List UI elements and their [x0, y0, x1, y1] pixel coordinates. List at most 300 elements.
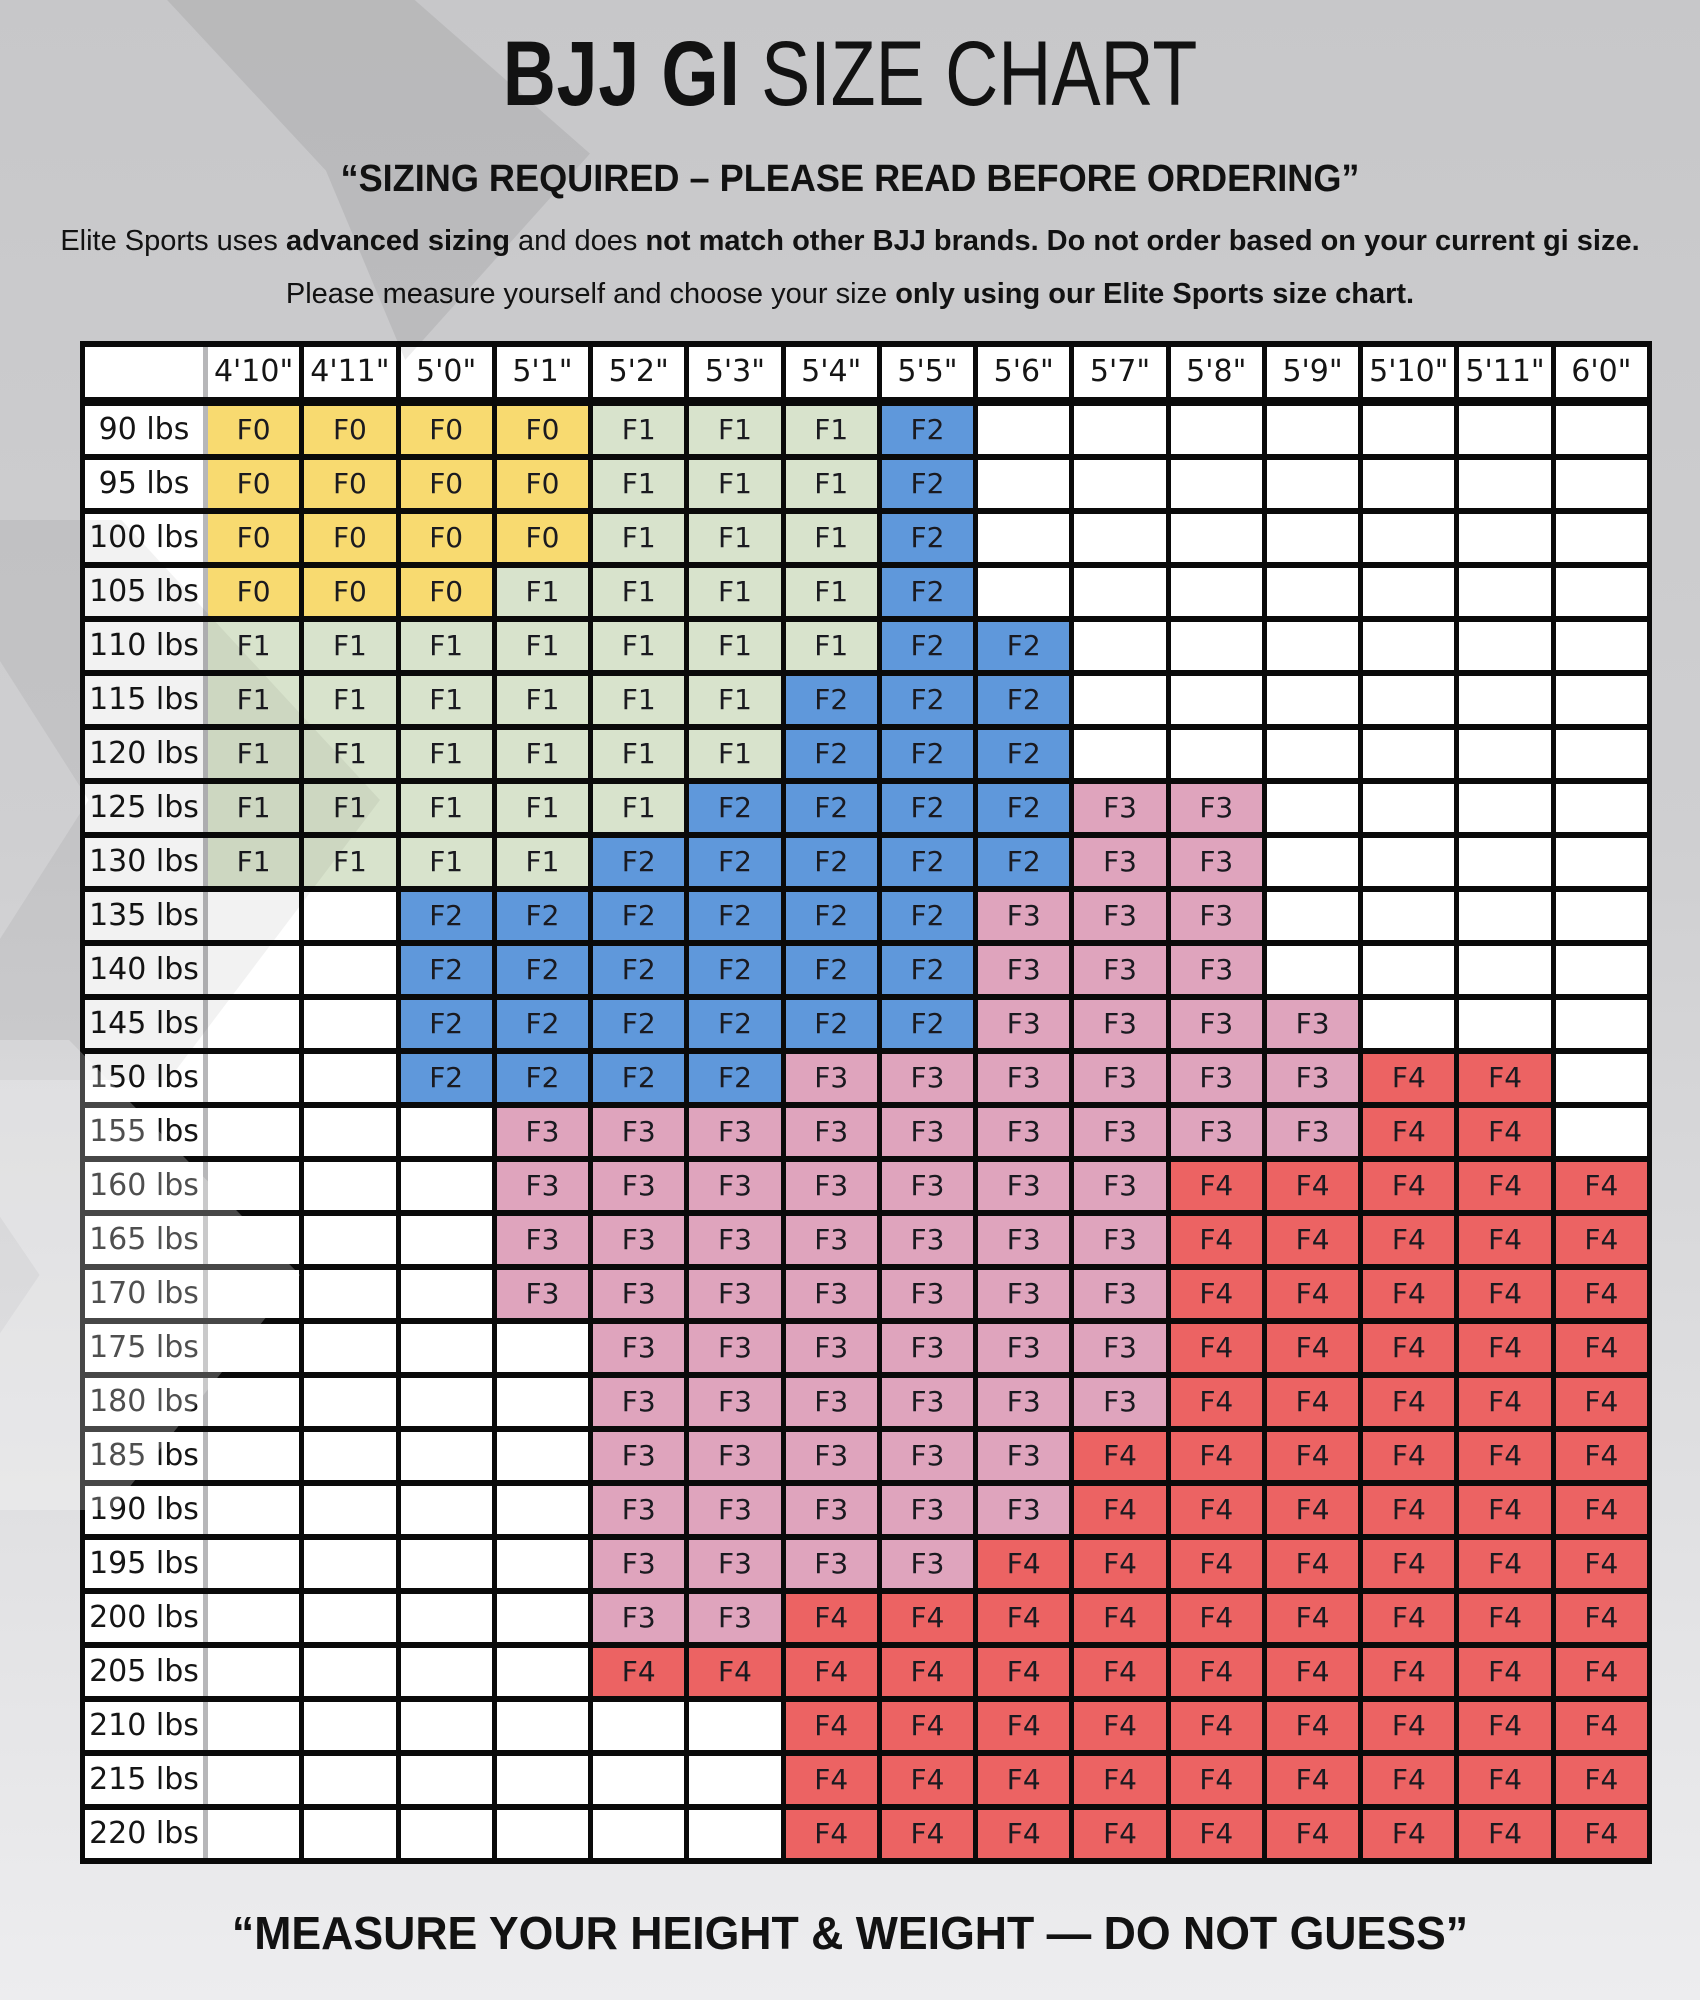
size-cell-f1: F1: [398, 673, 494, 727]
size-cell-f1: F1: [398, 619, 494, 673]
empty-cell: [1264, 943, 1360, 997]
empty-cell: [1264, 565, 1360, 619]
empty-cell: [206, 943, 302, 997]
empty-cell: [206, 1699, 302, 1753]
table-row: [83, 943, 1650, 997]
size-cell-f4: F4: [1264, 1429, 1360, 1483]
empty-cell: [976, 401, 1072, 457]
height-header: 5'4": [783, 344, 879, 402]
size-cell-f3: F3: [783, 1321, 879, 1375]
size-cell-f3: F3: [591, 1267, 687, 1321]
empty-cell: [1457, 781, 1553, 835]
size-cell-f2: F2: [494, 997, 590, 1051]
size-cell-f2: F2: [879, 997, 975, 1051]
size-cell-f3: F3: [879, 1537, 975, 1591]
size-cell-f2: F2: [976, 619, 1072, 673]
empty-cell: [302, 1051, 398, 1105]
empty-cell: [1553, 1105, 1649, 1159]
weight-label: 145 lbs: [83, 997, 206, 1051]
size-cell-f1: F1: [494, 619, 590, 673]
table-row: [83, 1051, 1650, 1105]
size-cell-f2: F2: [398, 1051, 494, 1105]
size-cell-f4: F4: [1168, 1321, 1264, 1375]
size-cell-f1: F1: [302, 781, 398, 835]
empty-cell: [1072, 457, 1168, 511]
size-cell-f4: F4: [1361, 1699, 1457, 1753]
size-cell-f4: F4: [1072, 1537, 1168, 1591]
table-row: [83, 1537, 1650, 1591]
empty-cell: [1168, 673, 1264, 727]
size-cell-f4: F4: [1168, 1159, 1264, 1213]
size-cell-f3: F3: [976, 1483, 1072, 1537]
size-cell-f3: F3: [976, 1159, 1072, 1213]
size-cell-f2: F2: [783, 835, 879, 889]
size-cell-f0: F0: [206, 511, 302, 565]
table-row: [83, 1321, 1650, 1375]
table-row: [83, 1105, 1650, 1159]
empty-cell: [206, 1753, 302, 1807]
size-cell-f2: F2: [687, 1051, 783, 1105]
weight-label: 135 lbs: [83, 889, 206, 943]
size-cell-f1: F1: [206, 619, 302, 673]
empty-cell: [206, 1213, 302, 1267]
height-header: 5'8": [1168, 344, 1264, 402]
weight-label: 160 lbs: [83, 1159, 206, 1213]
empty-cell: [1264, 673, 1360, 727]
empty-cell: [1361, 619, 1457, 673]
weight-label: 175 lbs: [83, 1321, 206, 1375]
empty-cell: [1168, 401, 1264, 457]
size-cell-f1: F1: [206, 835, 302, 889]
intro-text-bold: not match other BJJ brands. Do not order based on your current gi size.: [645, 224, 1640, 257]
size-cell-f4: F4: [1264, 1375, 1360, 1429]
size-cell-f1: F1: [206, 727, 302, 781]
empty-cell: [1361, 781, 1457, 835]
empty-cell: [1361, 943, 1457, 997]
empty-cell: [976, 565, 1072, 619]
height-header: 5'7": [1072, 344, 1168, 402]
size-cell-f2: F2: [879, 835, 975, 889]
empty-cell: [1457, 565, 1553, 619]
size-cell-f1: F1: [591, 565, 687, 619]
height-header: 5'3": [687, 344, 783, 402]
size-cell-f4: F4: [879, 1753, 975, 1807]
weight-label: 100 lbs: [83, 511, 206, 565]
empty-cell: [1264, 457, 1360, 511]
size-cell-f3: F3: [783, 1267, 879, 1321]
table-row: [83, 1753, 1650, 1807]
size-cell-f3: F3: [494, 1159, 590, 1213]
size-cell-f4: F4: [1361, 1645, 1457, 1699]
size-cell-f2: F2: [783, 889, 879, 943]
empty-cell: [302, 1213, 398, 1267]
size-cell-f4: F4: [1072, 1753, 1168, 1807]
size-cell-f4: F4: [1457, 1267, 1553, 1321]
size-cell-f0: F0: [206, 401, 302, 457]
empty-cell: [1457, 997, 1553, 1051]
empty-cell: [494, 1753, 590, 1807]
size-cell-f4: F4: [1457, 1753, 1553, 1807]
size-cell-f4: F4: [1168, 1537, 1264, 1591]
empty-cell: [302, 889, 398, 943]
height-header: 5'0": [398, 344, 494, 402]
size-cell-f4: F4: [1168, 1753, 1264, 1807]
table-row: [83, 511, 1650, 565]
size-cell-f1: F1: [687, 565, 783, 619]
size-cell-f2: F2: [879, 457, 975, 511]
size-cell-f3: F3: [687, 1267, 783, 1321]
size-cell-f3: F3: [1072, 781, 1168, 835]
weight-label: 195 lbs: [83, 1537, 206, 1591]
size-cell-f4: F4: [1361, 1159, 1457, 1213]
size-cell-f3: F3: [687, 1429, 783, 1483]
size-cell-f1: F1: [783, 511, 879, 565]
empty-cell: [1553, 997, 1649, 1051]
size-cell-f2: F2: [879, 619, 975, 673]
size-cell-f4: F4: [1264, 1159, 1360, 1213]
table-row: [83, 1807, 1650, 1861]
size-cell-f0: F0: [398, 401, 494, 457]
intro-text: Please measure yourself and choose your size: [285, 277, 896, 310]
size-cell-f3: F3: [879, 1483, 975, 1537]
size-cell-f4: F4: [1553, 1429, 1649, 1483]
size-cell-f2: F2: [879, 781, 975, 835]
empty-cell: [206, 1429, 302, 1483]
size-cell-f3: F3: [976, 943, 1072, 997]
size-cell-f3: F3: [1168, 835, 1264, 889]
empty-cell: [398, 1645, 494, 1699]
empty-cell: [1264, 401, 1360, 457]
size-cell-f3: F3: [1168, 943, 1264, 997]
size-cell-f0: F0: [494, 511, 590, 565]
height-header: 5'2": [591, 344, 687, 402]
size-cell-f3: F3: [879, 1267, 975, 1321]
size-cell-f3: F3: [783, 1537, 879, 1591]
empty-cell: [1361, 673, 1457, 727]
size-cell-f3: F3: [1072, 835, 1168, 889]
size-cell-f1: F1: [687, 511, 783, 565]
size-cell-f3: F3: [976, 1375, 1072, 1429]
empty-cell: [398, 1159, 494, 1213]
size-cell-f2: F2: [398, 943, 494, 997]
empty-cell: [591, 1807, 687, 1861]
size-cell-f4: F4: [783, 1645, 879, 1699]
size-cell-f3: F3: [976, 1321, 1072, 1375]
empty-cell: [1072, 673, 1168, 727]
size-cell-f1: F1: [687, 457, 783, 511]
table-row: [83, 619, 1650, 673]
empty-cell: [206, 1321, 302, 1375]
size-cell-f3: F3: [591, 1375, 687, 1429]
empty-cell: [302, 1699, 398, 1753]
table-row: [83, 565, 1650, 619]
empty-cell: [1553, 401, 1649, 457]
weight-label: 105 lbs: [83, 565, 206, 619]
size-cell-f1: F1: [783, 565, 879, 619]
empty-cell: [1361, 835, 1457, 889]
empty-cell: [1457, 511, 1553, 565]
table-row: [83, 997, 1650, 1051]
size-cell-f3: F3: [783, 1051, 879, 1105]
size-cell-f3: F3: [1072, 1051, 1168, 1105]
table-row: [83, 1591, 1650, 1645]
size-cell-f3: F3: [591, 1429, 687, 1483]
intro-text: Elite Sports uses: [60, 224, 286, 257]
table-row: [83, 1645, 1650, 1699]
size-cell-f1: F1: [494, 673, 590, 727]
height-header: 5'6": [976, 344, 1072, 402]
size-cell-f3: F3: [591, 1159, 687, 1213]
empty-cell: [1553, 457, 1649, 511]
size-cell-f1: F1: [494, 781, 590, 835]
weight-label: 185 lbs: [83, 1429, 206, 1483]
size-cell-f4: F4: [1457, 1321, 1553, 1375]
empty-cell: [1264, 781, 1360, 835]
empty-cell: [398, 1699, 494, 1753]
empty-cell: [494, 1807, 590, 1861]
size-cell-f0: F0: [302, 565, 398, 619]
size-cell-f1: F1: [591, 727, 687, 781]
empty-cell: [398, 1753, 494, 1807]
empty-cell: [302, 1429, 398, 1483]
size-cell-f4: F4: [1457, 1213, 1553, 1267]
size-cell-f4: F4: [976, 1537, 1072, 1591]
size-cell-f4: F4: [1457, 1807, 1553, 1861]
size-cell-f1: F1: [687, 401, 783, 457]
size-cell-f4: F4: [1072, 1699, 1168, 1753]
size-cell-f3: F3: [591, 1213, 687, 1267]
empty-cell: [1553, 835, 1649, 889]
empty-cell: [1553, 727, 1649, 781]
size-cell-f2: F2: [783, 943, 879, 997]
size-cell-f4: F4: [591, 1645, 687, 1699]
weight-label: 200 lbs: [83, 1591, 206, 1645]
size-cell-f4: F4: [1553, 1807, 1649, 1861]
size-cell-f3: F3: [976, 997, 1072, 1051]
table-row: [83, 835, 1650, 889]
size-cell-f2: F2: [687, 943, 783, 997]
size-cell-f3: F3: [494, 1213, 590, 1267]
empty-cell: [1553, 511, 1649, 565]
size-cell-f1: F1: [494, 565, 590, 619]
weight-label: 165 lbs: [83, 1213, 206, 1267]
size-cell-f3: F3: [976, 1051, 1072, 1105]
empty-cell: [1457, 889, 1553, 943]
size-cell-f4: F4: [976, 1591, 1072, 1645]
weight-label: 190 lbs: [83, 1483, 206, 1537]
size-cell-f2: F2: [591, 1051, 687, 1105]
size-cell-f1: F1: [302, 835, 398, 889]
weight-label: 120 lbs: [83, 727, 206, 781]
empty-cell: [398, 1483, 494, 1537]
size-cell-f3: F3: [687, 1591, 783, 1645]
weight-label: 220 lbs: [83, 1807, 206, 1861]
size-cell-f3: F3: [1168, 889, 1264, 943]
size-cell-f3: F3: [783, 1213, 879, 1267]
size-cell-f4: F4: [1553, 1213, 1649, 1267]
weight-label: 210 lbs: [83, 1699, 206, 1753]
size-cell-f2: F2: [687, 781, 783, 835]
size-cell-f4: F4: [1264, 1807, 1360, 1861]
size-cell-f4: F4: [1457, 1375, 1553, 1429]
empty-cell: [302, 1375, 398, 1429]
empty-cell: [302, 1753, 398, 1807]
size-cell-f4: F4: [1264, 1483, 1360, 1537]
empty-cell: [1264, 619, 1360, 673]
size-cell-f4: F4: [1457, 1591, 1553, 1645]
empty-cell: [494, 1429, 590, 1483]
size-cell-f3: F3: [1264, 997, 1360, 1051]
size-cell-f1: F1: [783, 457, 879, 511]
empty-cell: [494, 1483, 590, 1537]
empty-cell: [302, 1591, 398, 1645]
size-cell-f4: F4: [1457, 1537, 1553, 1591]
empty-cell: [206, 1483, 302, 1537]
height-header: 5'10": [1361, 344, 1457, 402]
size-cell-f4: F4: [1553, 1159, 1649, 1213]
empty-cell: [1553, 1051, 1649, 1105]
size-cell-f3: F3: [1072, 1213, 1168, 1267]
size-cell-f4: F4: [1168, 1375, 1264, 1429]
size-cell-f4: F4: [976, 1753, 1072, 1807]
size-cell-f4: F4: [1553, 1267, 1649, 1321]
size-cell-f4: F4: [1457, 1159, 1553, 1213]
size-cell-f2: F2: [687, 889, 783, 943]
empty-cell: [398, 1537, 494, 1591]
weight-label: 150 lbs: [83, 1051, 206, 1105]
empty-cell: [398, 1375, 494, 1429]
weight-label: 155 lbs: [83, 1105, 206, 1159]
size-cell-f1: F1: [494, 727, 590, 781]
intro-text: and does: [510, 224, 646, 257]
empty-cell: [302, 1537, 398, 1591]
table-row: [83, 401, 1650, 457]
size-cell-f3: F3: [591, 1483, 687, 1537]
size-cell-f2: F2: [591, 997, 687, 1051]
size-cell-f4: F4: [1168, 1483, 1264, 1537]
empty-cell: [1168, 511, 1264, 565]
size-cell-f1: F1: [591, 781, 687, 835]
weight-label: 170 lbs: [83, 1267, 206, 1321]
size-cell-f3: F3: [879, 1213, 975, 1267]
table-row: [83, 727, 1650, 781]
size-cell-f1: F1: [302, 619, 398, 673]
size-cell-f1: F1: [687, 619, 783, 673]
size-cell-f0: F0: [398, 511, 494, 565]
size-cell-f4: F4: [1072, 1483, 1168, 1537]
empty-cell: [398, 1267, 494, 1321]
size-cell-f4: F4: [1457, 1645, 1553, 1699]
size-cell-f4: F4: [1168, 1699, 1264, 1753]
empty-cell: [976, 457, 1072, 511]
size-cell-f3: F3: [783, 1105, 879, 1159]
size-cell-f4: F4: [1264, 1699, 1360, 1753]
size-cell-f2: F2: [398, 997, 494, 1051]
empty-cell: [1361, 511, 1457, 565]
table-row: [83, 1375, 1650, 1429]
height-header: 5'9": [1264, 344, 1360, 402]
size-cell-f1: F1: [398, 835, 494, 889]
weight-label: 215 lbs: [83, 1753, 206, 1807]
empty-cell: [591, 1753, 687, 1807]
size-cell-f4: F4: [783, 1699, 879, 1753]
size-cell-f4: F4: [1264, 1591, 1360, 1645]
empty-cell: [302, 1321, 398, 1375]
size-cell-f4: F4: [1168, 1429, 1264, 1483]
empty-cell: [1553, 565, 1649, 619]
empty-cell: [302, 1159, 398, 1213]
empty-cell: [206, 1645, 302, 1699]
height-header: 5'5": [879, 344, 975, 402]
size-cell-f4: F4: [1264, 1213, 1360, 1267]
weight-label: 180 lbs: [83, 1375, 206, 1429]
intro-text-bold: only using our Elite Sports size chart.: [895, 277, 1415, 310]
size-cell-f3: F3: [783, 1429, 879, 1483]
weight-label: 130 lbs: [83, 835, 206, 889]
height-header: 4'11": [302, 344, 398, 402]
size-cell-f4: F4: [1361, 1807, 1457, 1861]
empty-cell: [494, 1645, 590, 1699]
empty-cell: [1072, 727, 1168, 781]
size-cell-f2: F2: [494, 943, 590, 997]
size-cell-f3: F3: [879, 1429, 975, 1483]
size-cell-f3: F3: [1168, 781, 1264, 835]
size-cell-f4: F4: [1553, 1699, 1649, 1753]
empty-cell: [398, 1591, 494, 1645]
size-cell-f4: F4: [879, 1807, 975, 1861]
size-cell-f4: F4: [976, 1807, 1072, 1861]
size-cell-f4: F4: [1168, 1213, 1264, 1267]
size-cell-f3: F3: [879, 1159, 975, 1213]
size-cell-f4: F4: [783, 1753, 879, 1807]
size-cell-f4: F4: [1072, 1807, 1168, 1861]
weight-label: 90 lbs: [83, 401, 206, 457]
empty-cell: [302, 997, 398, 1051]
size-cell-f4: F4: [1361, 1591, 1457, 1645]
intro-line-2: [30, 278, 1670, 311]
size-cell-f3: F3: [687, 1375, 783, 1429]
height-header: 6'0": [1553, 344, 1649, 402]
empty-cell: [1457, 457, 1553, 511]
size-cell-f4: F4: [1072, 1591, 1168, 1645]
size-cell-f3: F3: [1264, 1051, 1360, 1105]
size-cell-f4: F4: [1553, 1591, 1649, 1645]
size-cell-f4: F4: [879, 1699, 975, 1753]
empty-cell: [206, 1159, 302, 1213]
size-cell-f2: F2: [494, 1051, 590, 1105]
empty-cell: [206, 1051, 302, 1105]
empty-cell: [976, 511, 1072, 565]
size-cell-f4: F4: [1553, 1483, 1649, 1537]
size-cell-f4: F4: [1168, 1591, 1264, 1645]
size-chart-body: [83, 401, 1650, 1861]
size-cell-f4: F4: [1457, 1483, 1553, 1537]
size-cell-f3: F3: [687, 1159, 783, 1213]
size-cell-f2: F2: [879, 673, 975, 727]
empty-cell: [494, 1321, 590, 1375]
table-row: [83, 673, 1650, 727]
size-cell-f2: F2: [494, 889, 590, 943]
size-cell-f0: F0: [206, 565, 302, 619]
size-cell-f1: F1: [591, 619, 687, 673]
size-cell-f3: F3: [1072, 1375, 1168, 1429]
empty-cell: [302, 943, 398, 997]
size-cell-f2: F2: [879, 889, 975, 943]
weight-label: 125 lbs: [83, 781, 206, 835]
size-cell-f4: F4: [1361, 1375, 1457, 1429]
size-cell-f4: F4: [1361, 1267, 1457, 1321]
size-cell-f1: F1: [302, 673, 398, 727]
